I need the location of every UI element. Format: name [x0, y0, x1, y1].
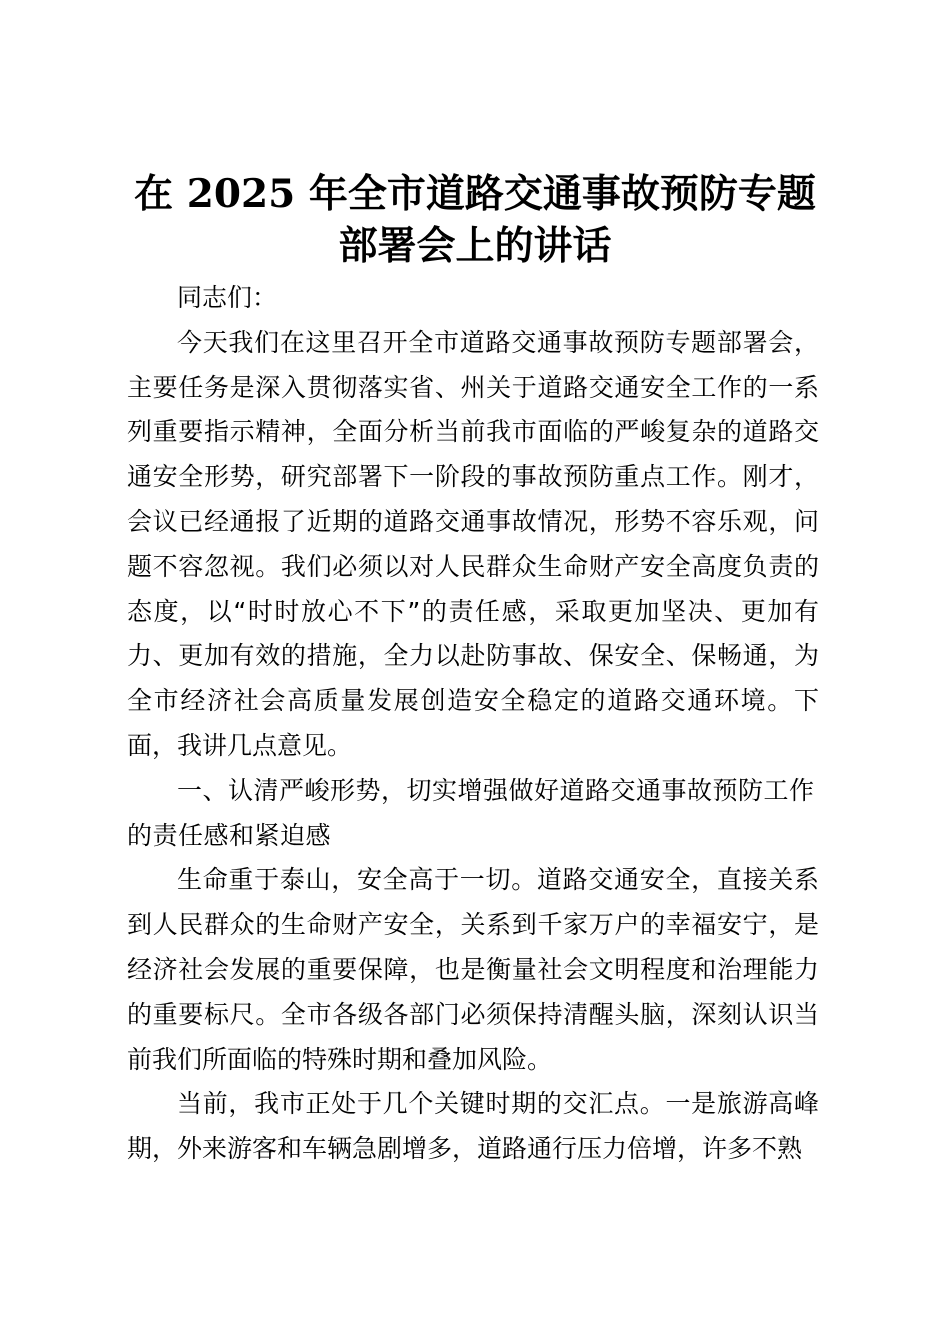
document-title-line-2: 部署会上的讲话	[338, 223, 612, 269]
salutation: 同志们：	[177, 283, 278, 312]
section-1-paragraph-1: 生命重于泰山，安全高于一切。道路交通安全，直接关系到人民群众的生命财产安全，关系到千家万户的幸福安宁，是经济社会发展的重要保障，也是衡量社会文明程度和治理能力的重要标尺。全市各级各部门必须保持清醒头脑，深刻认识当前我们所面临的特殊时期和叠加风险。	[127, 865, 819, 1074]
intro-paragraph: 今天我们在这里召开全市道路交通事故预防专题部署会，主要任务是深入贯彻落实省、州关于道路交通安全工作的一系列重要指示精神，全面分析当前我市面临的严峻复杂的道路交通安全形势，研究部署下一阶段的事故预防重点工作。刚才，会议已经通报了近期的道路交通事故情况，形势不容乐观，问题不容忽视。我们必须以对人民群众生命财产安全高度负责的态度，以“时时放心不下”的责任感，采取更加坚决、更加有力、更加有效的措施，全力以赴防事故、保安全、保畅通，为全市经济社会高质量发展创造安全稳定的道路交通环境。下面，我讲几点意见。	[127, 327, 819, 760]
document-title-line-1: 在 2025 年全市道路交通事故预防专题	[134, 171, 816, 217]
document-body	[127, 276, 819, 1172]
section-1-paragraph-2: 当前，我市正处于几个关键时期的交汇点。一是旅游高峰期，外来游客和车辆急剧增多，道路通行压力倍增，许多不熟	[127, 1089, 819, 1164]
section-1-heading: 一、认清严峻形势，切实增强做好道路交通事故预防工作的责任感和紧迫感	[127, 775, 815, 850]
